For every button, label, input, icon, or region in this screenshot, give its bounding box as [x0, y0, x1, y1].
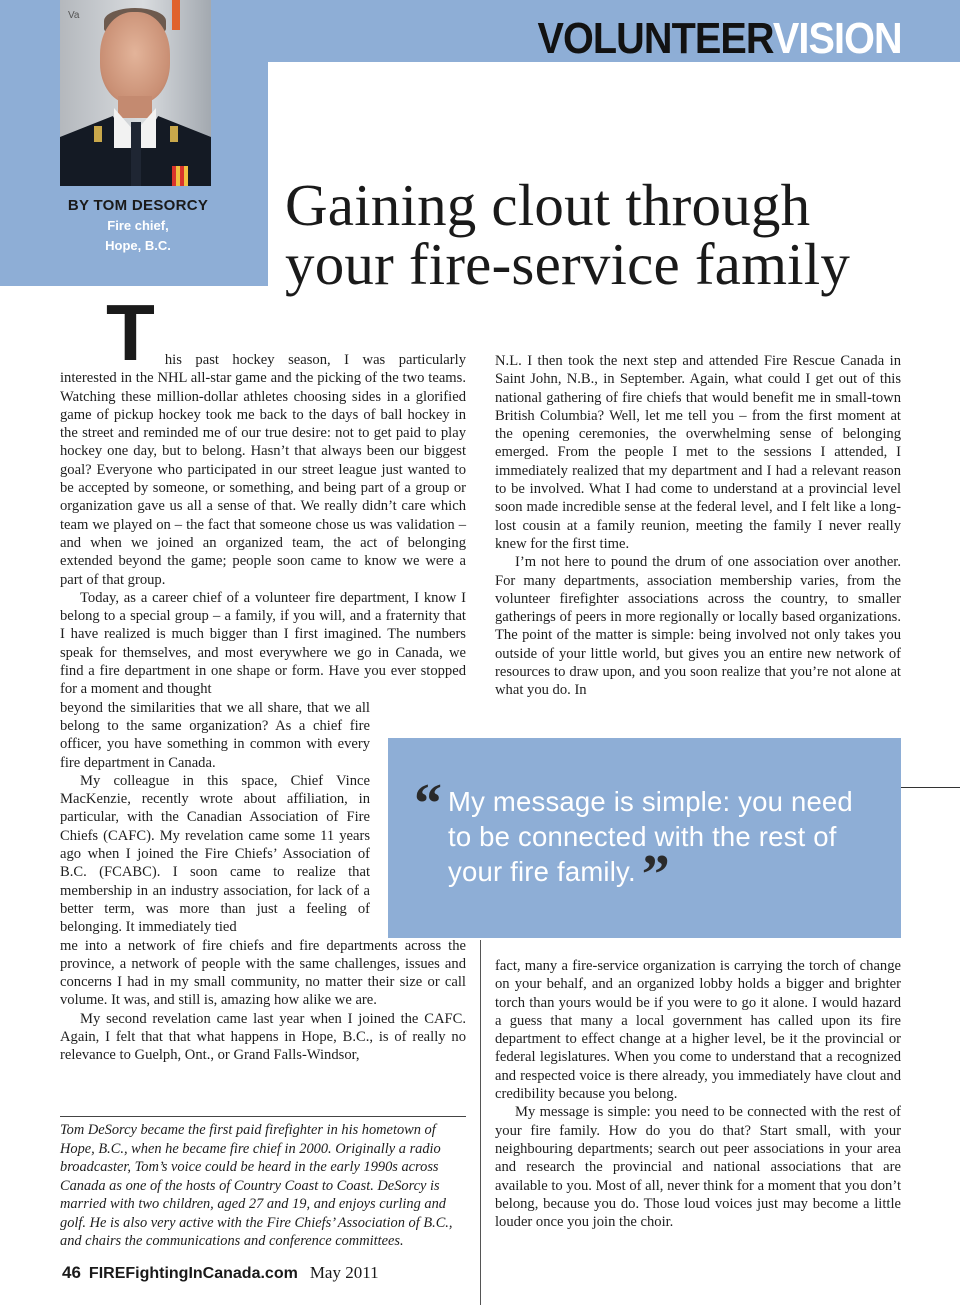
article-headline — [285, 172, 925, 297]
paragraph: My second revelation came last year when I joined the CAFC. Again, I felt that that what happens in Hope, B.C., is of really no relevance to Guelph, Ont., or Grand Falls-Windsor, — [60, 1010, 466, 1064]
author-name: BY TOM DESORCY — [67, 197, 209, 214]
issue-date: May 2011 — [309, 1263, 379, 1282]
author-photo — [60, 0, 211, 186]
author-bio: Tom DeSorcy became the first paid firefighter in his hometown of Hope, B.C., when he became fire chief in 2000. Originally a radio broadcaster, Tom’s voice could be heard in the early 1990s across Canada as one of the hosts of Country Coast to Coast. DeSorcy is married with two children, aged 27 and 19, and enjoys curling and golf. He is also very active with the Fire Chiefs’ Association of B.C., and chairs the communications and conference committees. — [60, 1122, 453, 1249]
headline-line-1: Gaining clout through — [285, 172, 811, 238]
paragraph-continued: N.L. I then took the next step and attended Fire Rescue Canada in Saint John, N.B., in September. Again, what could I get out of this national gathering of fire chiefs that would benefit me in small-town British Columbia? Well, let me tell you – from the first moment at the opening ceremonies, the overwhelming sense of belonging emerged. From the people I met to the sessions I attended, I immediately realized that my department and I had a relevant reason to be involved. What I had come to understand at a provincial level soon made incredible sense at the federal level, and I felt like a long-lost cousin at a family reunion, meeting the family I never really knew for the first time. — [495, 353, 901, 552]
paragraph: Today, as a career chief of a volunteer fire department, I know I belong to a special group – a family, if you will, and a fraternity that I have realized is much bigger than I first imagined. The numbers speak for themselves, and most everywhere we go in Canada, we find a fire department in one shape or form. Have you ever stopped for a moment and thought — [60, 589, 466, 698]
photo-background-sign: Va — [68, 10, 80, 21]
photo-face — [100, 12, 170, 104]
photo-ribbon — [172, 166, 188, 186]
paragraph: My colleague in this space, Chief Vince MacKenzie, recently wrote about affiliation, in particular, with the Canadian Association of Fire Chiefs (CAFC). My revelation came some 11 years ago when I joined the Fire Chiefs’ Association of B.C. (FCABC). I soon came to realize that membership in an industry association, for lack of a better term, was more than just a feeling of belonging. It immediately tied — [60, 772, 370, 936]
drop-cap: T — [106, 288, 155, 377]
article-column-2 — [495, 352, 901, 700]
column-1-narrow-section — [60, 699, 370, 937]
page-number: 46 — [62, 1263, 81, 1282]
article-column-2-lower — [495, 957, 901, 1231]
paragraph: My message is simple: you need to be connected with the rest of your fire family. How do you do that? Start small, with your neighbouring departments; search out peer associations in your area and research the provincial and national associations that are available to you. Most of all, never think for a moment that you don’t belong, because you do. Those loud voices just may become a little louder once you join the choir. — [495, 1104, 901, 1231]
divider — [60, 1116, 466, 1117]
author-location: Hope, B.C. — [105, 238, 171, 253]
photo-collar-pin — [170, 126, 178, 142]
photo-tie — [131, 122, 141, 186]
paragraph: I’m not here to pound the drum of one association over another. For many departments, association membership varies, from the volunteer firefighter associations across the country, to smaller gatherings of peers in more regionally or locally based organizations. The point of the matter is simple: being involved not only takes you outside of your little world, but gives you an entire new network of resources to draw upon, and you soon realize that you’re not alone at what you do. In — [495, 554, 901, 699]
website-link[interactable]: FIREFightingInCanada.com — [88, 1265, 298, 1282]
headline-line-2: your fire-service family — [285, 231, 851, 297]
byline — [60, 197, 216, 256]
paragraph-text: his past hockey season, I was particularly interested in the NHL all-star game and the picking of the two teams. Watching these million-dollar athletes choosing sides in a glorified game of pickup hockey took me back to the days of ball hockey in the street and reminded me of our true desire: not to get paid to play hockey one day, but to belong. Hasn’t that always been our biggest goal? Everyone who participated in our street league just wanted to be accepted by someone, or something, and being part of a group or organization gave us all a sense of that. We really didn’t care which team we played on – the fact that someone chose us was validation – and when we joined an organized team, the act of belonging extended beyond the game; people soon came to know we were a part of that group. — [60, 352, 466, 588]
photo-flag — [172, 0, 180, 30]
author-role: Fire chief, — [107, 218, 169, 233]
open-quote-mark: “ — [414, 773, 443, 835]
section-title-dark: VOLUNTEER — [537, 14, 774, 63]
pull-quote — [388, 738, 901, 938]
paragraph — [60, 288, 466, 589]
close-quote-mark: ” — [641, 844, 670, 906]
column-divider — [480, 940, 481, 1305]
pull-quote-text: My message is simple: you need to be connected with the rest of your fire family. — [448, 786, 853, 887]
article-column-1 — [60, 288, 466, 1065]
paragraph-continued: me into a network of fire chiefs and fire departments across the province, a network of people with the same challenges, issues and concerns I had in my small community, no matter their size or call volume. It was, and still is, amazing how alike we are. — [60, 937, 466, 1009]
paragraph-continued: fact, many a fire-service organization is carrying the torch of change on your behalf, and an organized lobby holds a bigger and brighter torch than yours would be if you were to go it alone. I would hazard a guess that many a local government has called upon its fire department to effect change at a higher level, be it the provincial or federal legislatures. When you come to understand that a recognized and respected voice is there already, you immediately have clout and credibility because you belong. — [495, 958, 901, 1103]
photo-collar-pin — [94, 126, 102, 142]
paragraph-continued: beyond the similarities that we all share, that we all belong to the same organization? As a chief fire officer, you have something in common with every fire department in Canada. — [60, 699, 370, 771]
photo-neck — [118, 96, 152, 118]
page-footer — [62, 1263, 379, 1283]
section-title-light: VISION — [773, 14, 902, 63]
divider — [901, 787, 960, 788]
section-title — [537, 14, 902, 63]
